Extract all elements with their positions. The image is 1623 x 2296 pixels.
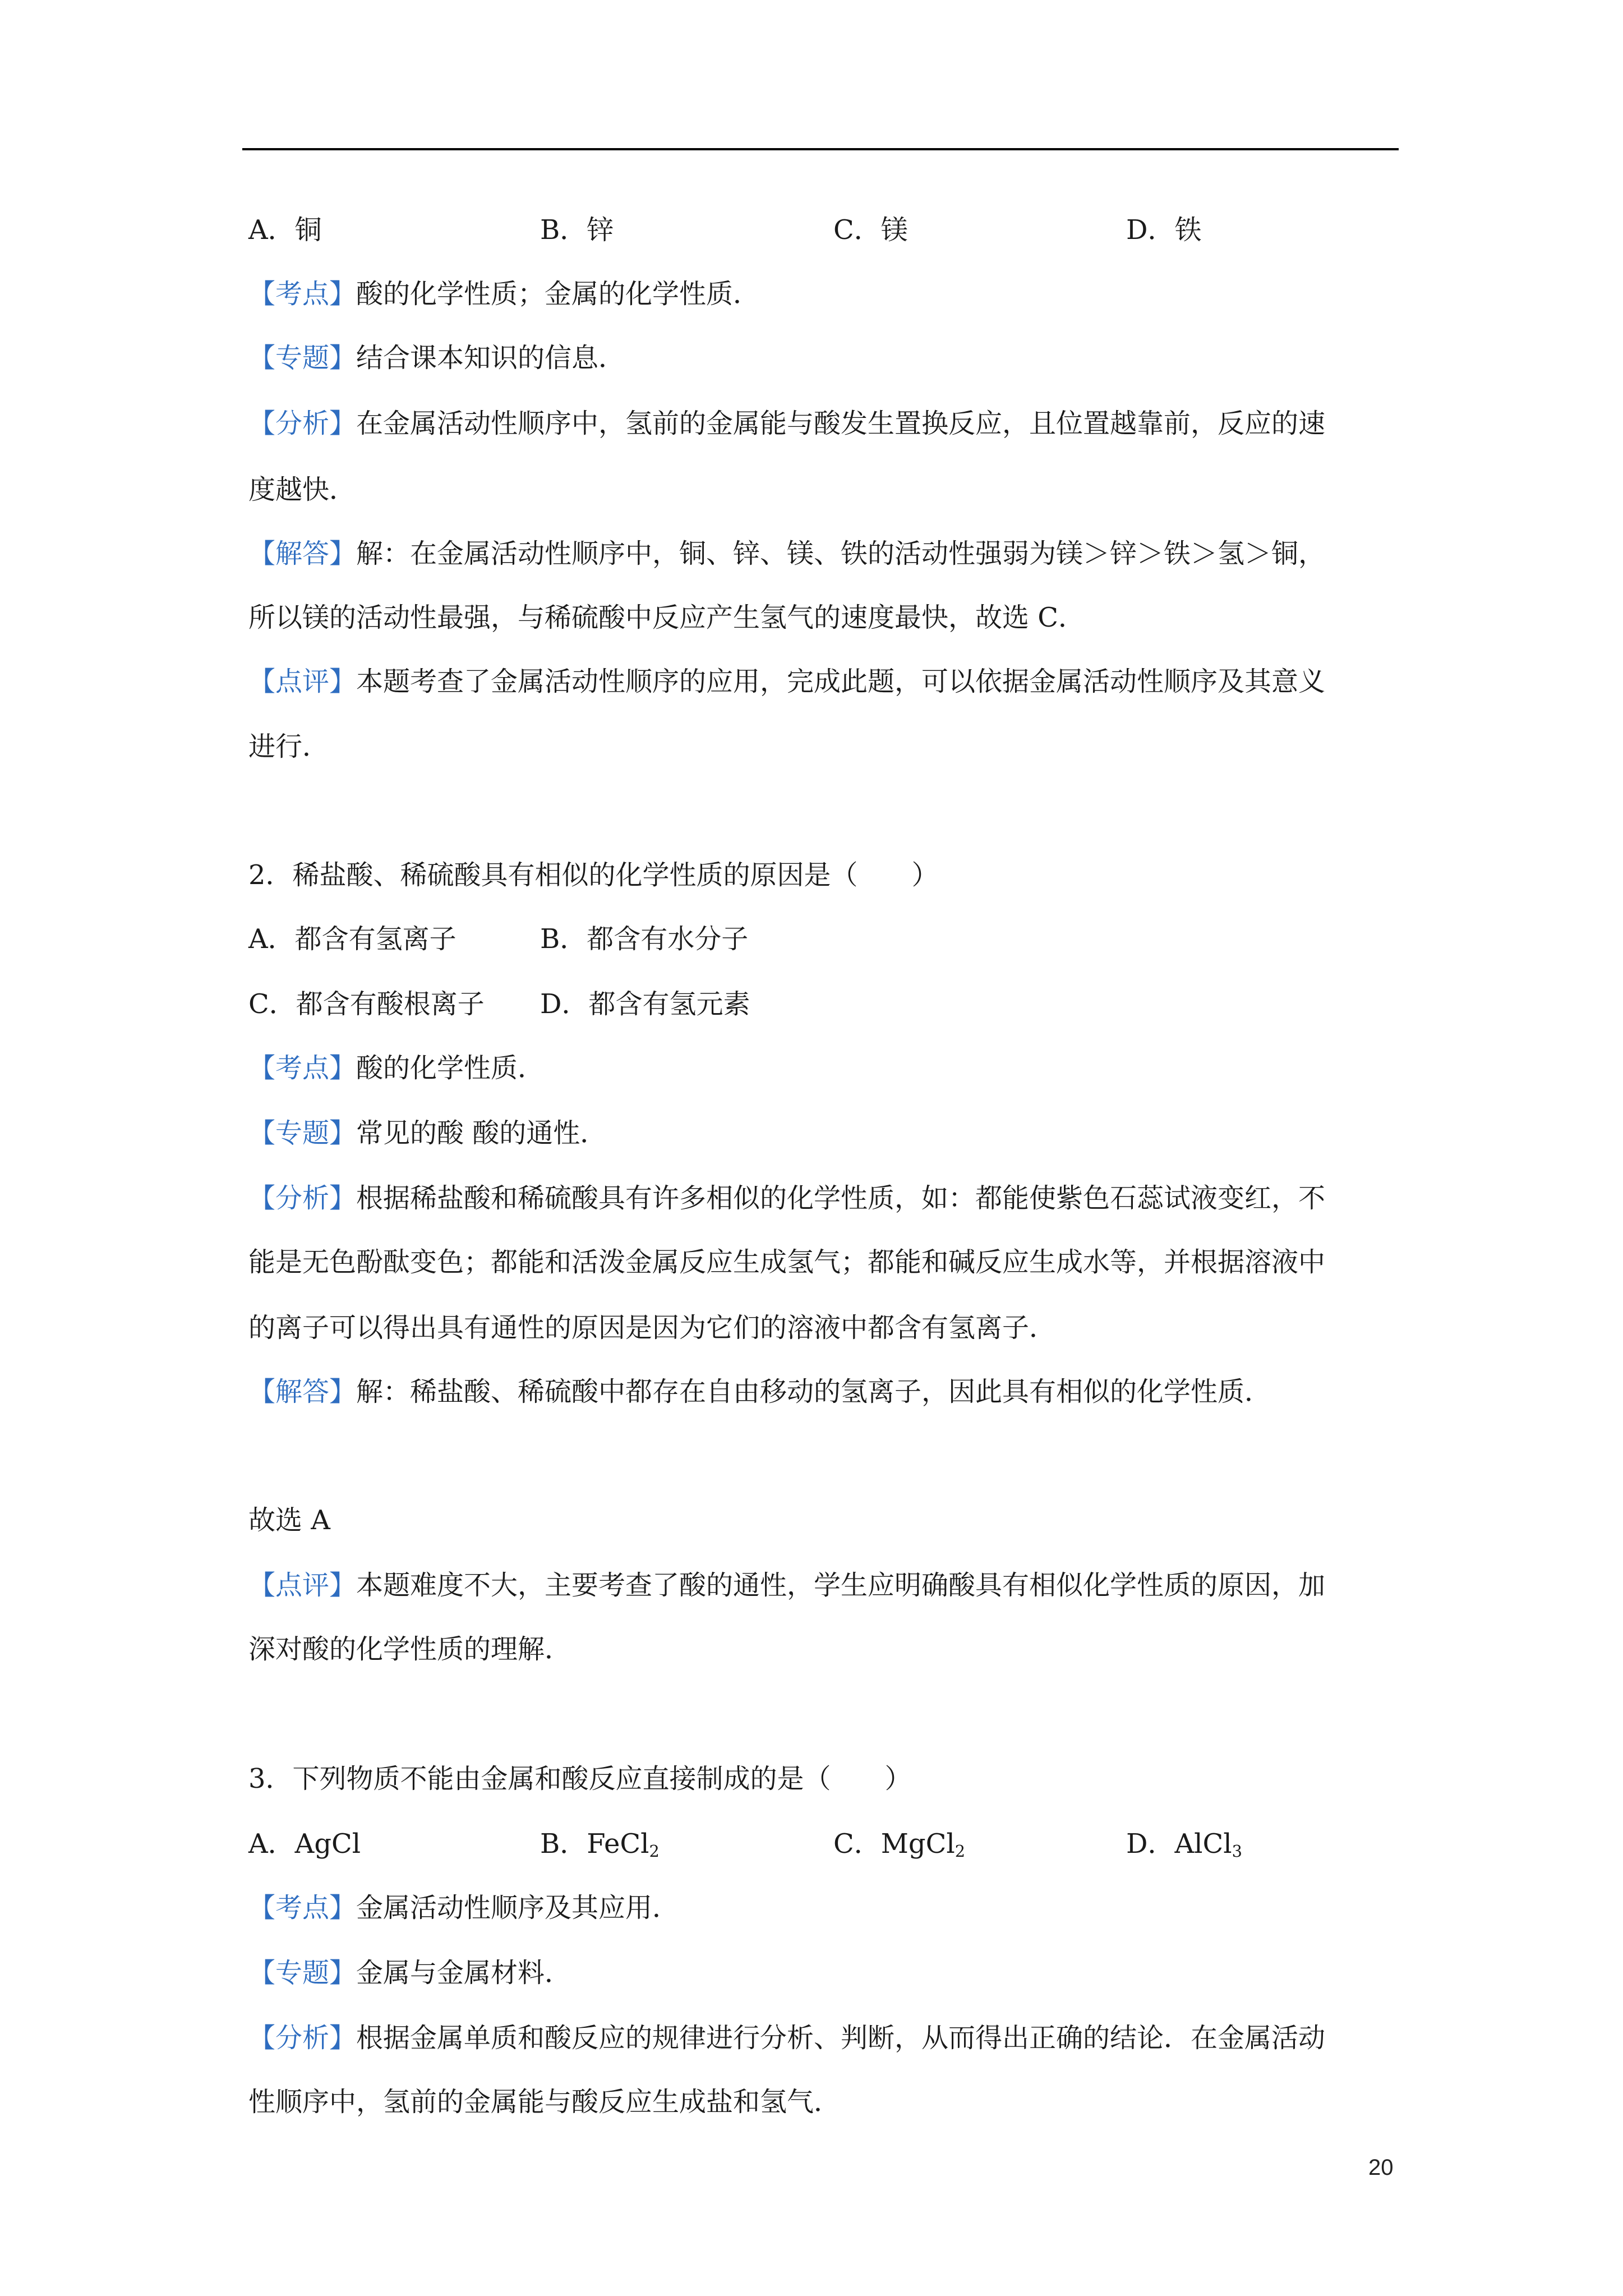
fenxi-tag: 【分析】 [248, 1182, 357, 1214]
dianping-tag: 【点评】 [248, 1570, 357, 1601]
q3-option-b [540, 1827, 660, 1861]
fenxi-text: 根据金属单质和酸反应的规律进行分析、判断，从而得出正确的结论．在金属活动 [356, 2022, 1326, 2054]
q1-option-d: D．铁 [1126, 214, 1202, 246]
kaodian-text: 酸的化学性质． [356, 1052, 545, 1084]
q2-option-c: C．都含有酸根离子 [248, 988, 485, 1020]
q3-question: 3．下列物质不能由金属和酸反应直接制成的是（ ） [248, 1763, 912, 1795]
q1-dianping-line-1 [248, 665, 1325, 698]
q2-zhuanti [248, 1116, 607, 1150]
kaodian-tag: 【考点】 [248, 1052, 357, 1084]
q2-dianping-line-2: 深对酸的化学性质的理解． [248, 1634, 572, 1665]
q1-option-b: B．锌 [540, 214, 614, 246]
q2-question: 2．稀盐酸、稀硫酸具有相似的化学性质的原因是（ ） [248, 859, 939, 891]
q3-option-c-text: C．MgCl [833, 1828, 955, 1860]
dianping-tag: 【点评】 [248, 666, 357, 697]
q1-zhuanti [248, 341, 625, 375]
jieda-tag: 【解答】 [248, 1376, 357, 1407]
kaodian-tag: 【考点】 [248, 1892, 357, 1924]
q3-option-d [1126, 1827, 1242, 1861]
fenxi-text: 根据稀盐酸和稀硫酸具有许多相似的化学性质，如：都能使紫色石蕊试液变红，不 [356, 1182, 1326, 1214]
q3-option-a: A．AgCl [248, 1828, 361, 1860]
fenxi-text: 在金属活动性顺序中，氢前的金属能与酸发生置换反应，且位置越靠前，反应的速 [356, 408, 1326, 439]
jieda-tag: 【解答】 [248, 538, 357, 569]
q3-zhuanti [248, 1956, 571, 1990]
q2-fenxi-line-3: 的离子可以得出具有通性的原因是因为它们的溶液中都含有氢离子． [248, 1312, 1057, 1343]
q3-fenxi-line-2: 性顺序中，氢前的金属能与酸反应生成盐和氢气． [248, 2086, 841, 2118]
zhuanti-tag: 【专题】 [248, 1957, 357, 1989]
q2-answer: 故选 A [248, 1504, 330, 1536]
q1-jieda-line-1 [248, 537, 1325, 570]
q2-option-d: D．都含有氢元素 [540, 988, 750, 1020]
dianping-text: 本题难度不大，主要考查了酸的通性，学生应明确酸具有相似化学性质的原因，加 [356, 1570, 1326, 1601]
q2-fenxi-line-2: 能是无色酚酞变色；都能和活泼金属反应生成氢气；都能和碱反应生成水等，并根据溶液中 [248, 1246, 1326, 1278]
q3-option-d-text: D．AlCl [1126, 1828, 1232, 1860]
q2-jieda [248, 1375, 1271, 1409]
header-rule [242, 148, 1399, 150]
q2-option-a: A．都含有氢离子 [248, 923, 457, 955]
q3-option-d-subscript: 3 [1232, 1842, 1242, 1861]
q3-option-c-subscript: 2 [955, 1842, 966, 1861]
q1-jieda-line-2: 所以镁的活动性最强，与稀硫酸中反应产生氢气的速度最快，故选 C． [248, 602, 1085, 633]
q1-kaodian [248, 277, 760, 311]
kaodian-text: 金属活动性顺序及其应用． [356, 1892, 680, 1924]
q1-dianping-line-2: 进行． [248, 731, 330, 762]
fenxi-tag: 【分析】 [248, 408, 357, 439]
kaodian-text: 酸的化学性质；金属的化学性质． [356, 278, 760, 310]
zhuanti-text: 金属与金属材料． [356, 1957, 572, 1989]
q2-option-b: B．都含有水分子 [540, 923, 749, 955]
q3-option-b-subscript: 2 [649, 1842, 660, 1861]
q3-kaodian [248, 1891, 679, 1925]
fenxi-tag: 【分析】 [248, 2022, 357, 2054]
q1-fenxi-line-1 [248, 407, 1325, 440]
q2-dianping-line-1 [248, 1568, 1325, 1602]
zhuanti-text: 常见的酸 酸的通性． [356, 1117, 607, 1149]
q2-fenxi-line-1 [248, 1181, 1325, 1215]
q1-option-a: A．铜 [248, 214, 322, 246]
jieda-text: 解：在金属活动性顺序中，铜、锌、镁、铁的活动性强弱为镁＞锌＞铁＞氢＞铜， [356, 538, 1326, 569]
q2-kaodian [248, 1051, 545, 1085]
q3-option-c [833, 1827, 965, 1861]
dianping-text: 本题考查了金属活动性顺序的应用，完成此题，可以依据金属活动性顺序及其意义 [356, 666, 1326, 697]
q3-option-b-text: B．FeCl [540, 1828, 649, 1860]
q1-option-c: C．镁 [833, 214, 908, 246]
zhuanti-tag: 【专题】 [248, 342, 357, 374]
kaodian-tag: 【考点】 [248, 278, 357, 310]
q1-fenxi-line-2: 度越快． [248, 474, 357, 505]
zhuanti-text: 结合课本知识的信息． [356, 342, 626, 374]
jieda-text: 解：稀盐酸、稀硫酸中都存在自由移动的氢离子，因此具有相似的化学性质． [356, 1376, 1272, 1407]
page-number: 20 [1368, 2155, 1394, 2180]
q3-fenxi-line-1 [248, 2021, 1325, 2055]
zhuanti-tag: 【专题】 [248, 1117, 357, 1149]
